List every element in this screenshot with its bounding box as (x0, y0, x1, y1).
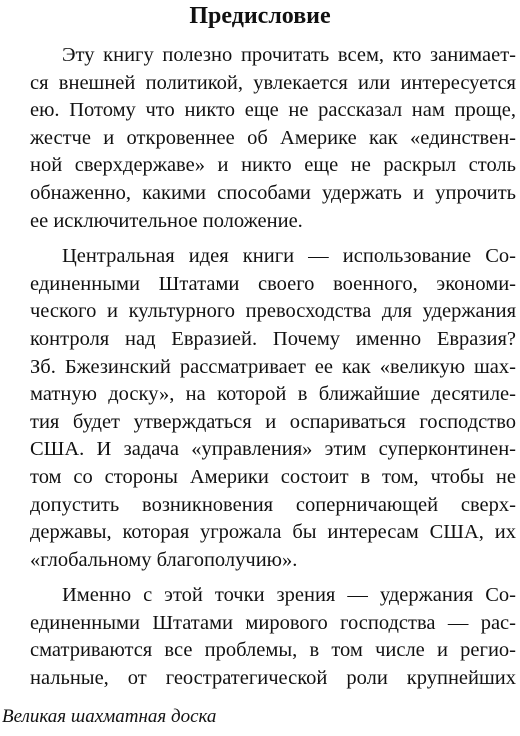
text-line: единенными Штатами своего военного, экономи- (30, 272, 516, 295)
text-line: ее исключительное положение. (30, 209, 303, 232)
text-line: том со стороны Америки состоит в том, чтобы не (30, 465, 516, 488)
paragraph-3 (30, 582, 516, 692)
text-line: Центральная идея книги — использование Со- (62, 245, 516, 268)
body-text (30, 42, 516, 701)
text-line: «глобальному благополучию». (30, 548, 298, 571)
text-line: Именно с этой точки зрения — удержания Со- (62, 584, 516, 607)
text-line: обнаженно, какими способами удержать и упрочить (30, 181, 516, 204)
text-line: Зб. Бжезинский рассматривает ее как «великую шах- (30, 355, 516, 378)
text-line: Эту книгу полезно прочитать всем, кто занимает- (62, 44, 516, 66)
text-line: тия будет утверждаться и оспариваться господство (30, 410, 516, 433)
text-line: единенными Штатами мирового господства — рас- (30, 611, 516, 634)
text-line: матную доску», на которой в ближайшие десятиле- (30, 383, 516, 406)
text-line: сматриваются все проблемы, в том числе и регио- (30, 639, 516, 662)
paragraph-2 (30, 243, 516, 574)
page-title: Предисловие (189, 3, 331, 29)
text-line: ею. Потому что никто еще не рассказал нам проще, (30, 99, 516, 122)
text-line: допустить возникновения соперничающей сверх- (30, 493, 516, 516)
text-line: контроля над Евразией. Почему именно Евразия? (30, 327, 516, 350)
text-line: державы, которая угрожала бы интересам США, их (30, 521, 516, 544)
paragraph-1 (30, 42, 516, 235)
text-line: жестче и откровеннее об Америке как «единствен- (30, 126, 516, 149)
text-line: ной сверхдержаве» и никто еще не раскрыл столь (30, 154, 516, 177)
text-line: ся внешней политикой, увлекается или интересуется (30, 71, 516, 94)
text-line: США. И задача «управления» этим суперконтинен- (30, 438, 516, 461)
text-line: ческого и культурного превосходства для удержания (30, 300, 516, 323)
text-line: нальные, от геостратегической роли крупнейших (30, 667, 516, 690)
running-footer: Великая шахматная доска (2, 706, 217, 727)
